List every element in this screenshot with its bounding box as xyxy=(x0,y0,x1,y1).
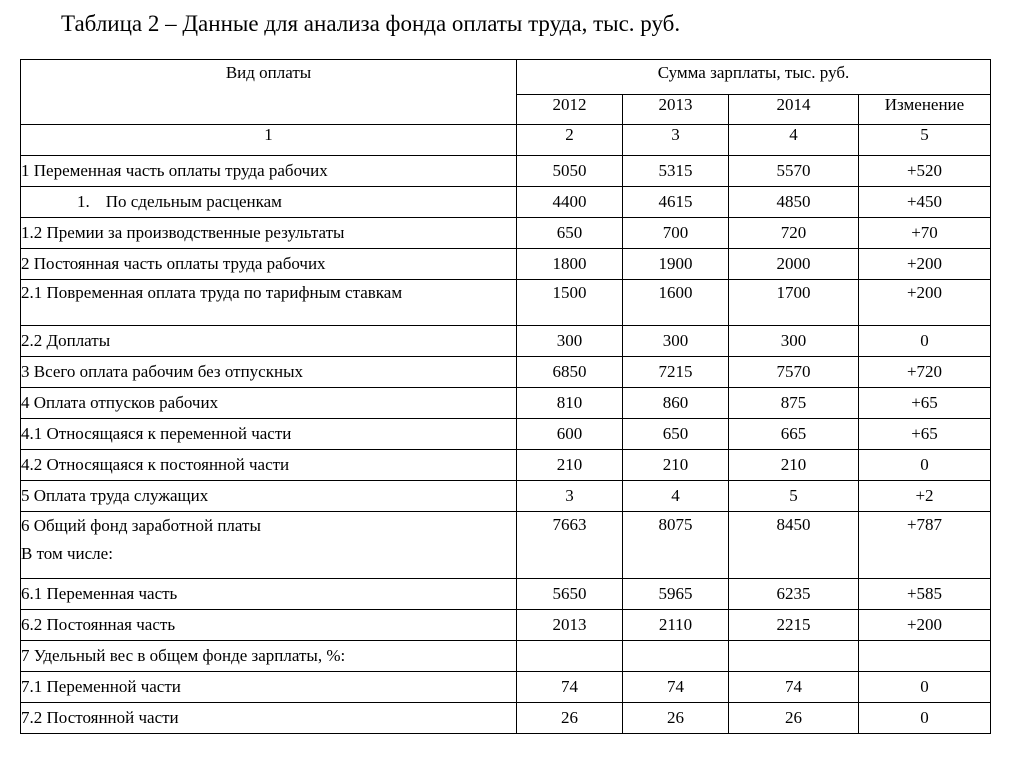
column-number: 2 xyxy=(517,125,623,156)
row-label: 6.1 Переменная часть xyxy=(21,579,517,610)
row-label: 2.2 Доплаты xyxy=(21,326,517,357)
value-change: 0 xyxy=(859,703,991,734)
value-2012: 5650 xyxy=(517,579,623,610)
value-2012: 1500 xyxy=(517,280,623,326)
header-year-2014: 2014 xyxy=(729,95,859,125)
value-change xyxy=(859,641,991,672)
table-row xyxy=(21,641,991,672)
value-2012: 1800 xyxy=(517,249,623,280)
value-2013: 1600 xyxy=(623,280,729,326)
value-2012: 3 xyxy=(517,481,623,512)
row-label: 6.2 Постоянная часть xyxy=(21,610,517,641)
value-change: +70 xyxy=(859,218,991,249)
value-2012: 600 xyxy=(517,419,623,450)
value-2014: 4850 xyxy=(729,187,859,218)
header-type-of-pay: Вид оплаты xyxy=(21,60,517,125)
table-row xyxy=(21,610,991,641)
value-2013: 26 xyxy=(623,703,729,734)
column-number: 4 xyxy=(729,125,859,156)
value-2012: 74 xyxy=(517,672,623,703)
value-2014: 210 xyxy=(729,450,859,481)
value-2014: 5570 xyxy=(729,156,859,187)
value-2014: 1700 xyxy=(729,280,859,326)
table-row xyxy=(21,187,991,218)
row-label: 3 Всего оплата рабочим без отпускных xyxy=(21,357,517,388)
table-row xyxy=(21,450,991,481)
value-2013: 7215 xyxy=(623,357,729,388)
value-2012: 4400 xyxy=(517,187,623,218)
value-2014: 8450 xyxy=(729,512,859,579)
value-change: +450 xyxy=(859,187,991,218)
value-2014: 7570 xyxy=(729,357,859,388)
table-row xyxy=(21,703,991,734)
value-2013: 4 xyxy=(623,481,729,512)
table-row xyxy=(21,579,991,610)
value-2013: 210 xyxy=(623,450,729,481)
value-2013: 5965 xyxy=(623,579,729,610)
value-2013: 4615 xyxy=(623,187,729,218)
value-2012: 300 xyxy=(517,326,623,357)
value-change: +200 xyxy=(859,280,991,326)
value-2014: 26 xyxy=(729,703,859,734)
table-row xyxy=(21,357,991,388)
row-label: 7.2 Постоянной части xyxy=(21,703,517,734)
value-2012: 210 xyxy=(517,450,623,481)
row-label: 4 Оплата отпусков рабочих xyxy=(21,388,517,419)
value-2014: 2000 xyxy=(729,249,859,280)
column-number: 5 xyxy=(859,125,991,156)
header-year-2013: 2013 xyxy=(623,95,729,125)
value-change: 0 xyxy=(859,450,991,481)
table-row xyxy=(21,326,991,357)
column-number: 1 xyxy=(21,125,517,156)
row-label-text: По сдельным расценкам xyxy=(105,192,282,211)
value-2012: 2013 xyxy=(517,610,623,641)
table-row xyxy=(21,388,991,419)
column-number-row xyxy=(21,125,991,156)
value-2013: 1900 xyxy=(623,249,729,280)
value-2012: 810 xyxy=(517,388,623,419)
value-2012: 7663 xyxy=(517,512,623,579)
row-label: 4.2 Относящаяся к постоянной части xyxy=(21,450,517,481)
row-label xyxy=(21,512,517,579)
row-label: 1.2 Премии за производственные результаты xyxy=(21,218,517,249)
value-2012: 6850 xyxy=(517,357,623,388)
value-change: +585 xyxy=(859,579,991,610)
value-change: +2 xyxy=(859,481,991,512)
value-change: 0 xyxy=(859,672,991,703)
table-row xyxy=(21,419,991,450)
value-2014: 2215 xyxy=(729,610,859,641)
value-2013: 2110 xyxy=(623,610,729,641)
table-row xyxy=(21,280,991,326)
row-label: 7.1 Переменной части xyxy=(21,672,517,703)
value-change: +200 xyxy=(859,249,991,280)
row-label: 1 Переменная часть оплаты труда рабочих xyxy=(21,156,517,187)
header-salary-sum: Сумма зарплаты, тыс. руб. xyxy=(517,60,991,95)
header-row xyxy=(21,60,991,95)
row-label: 2.1 Повременная оплата труда по тарифным ставкам xyxy=(21,280,517,326)
value-2012: 5050 xyxy=(517,156,623,187)
value-2014: 6235 xyxy=(729,579,859,610)
value-2013: 650 xyxy=(623,419,729,450)
value-2014: 720 xyxy=(729,218,859,249)
row-label-number: 1. xyxy=(77,192,90,211)
value-change: +65 xyxy=(859,388,991,419)
value-change: +200 xyxy=(859,610,991,641)
value-2013: 700 xyxy=(623,218,729,249)
table-title: Таблица 2 – Данные для анализа фонда оплаты труда, тыс. руб. xyxy=(61,11,681,36)
table-row xyxy=(21,512,991,579)
table-row xyxy=(21,481,991,512)
header-year-2012: 2012 xyxy=(517,95,623,125)
value-2013 xyxy=(623,641,729,672)
value-2012 xyxy=(517,641,623,672)
value-2013: 8075 xyxy=(623,512,729,579)
table-row xyxy=(21,249,991,280)
value-2014: 300 xyxy=(729,326,859,357)
payroll-table xyxy=(20,59,991,734)
value-change: +65 xyxy=(859,419,991,450)
value-2013: 74 xyxy=(623,672,729,703)
row-label: 4.1 Относящаяся к переменной части xyxy=(21,419,517,450)
value-change: +787 xyxy=(859,512,991,579)
row-label: 2 Постоянная часть оплаты труда рабочих xyxy=(21,249,517,280)
table-row xyxy=(21,218,991,249)
row-label: 7 Удельный вес в общем фонде зарплаты, %: xyxy=(21,641,517,672)
value-2014: 665 xyxy=(729,419,859,450)
value-2012: 26 xyxy=(517,703,623,734)
value-2014 xyxy=(729,641,859,672)
value-2013: 860 xyxy=(623,388,729,419)
row-label: 5 Оплата труда служащих xyxy=(21,481,517,512)
value-2014: 5 xyxy=(729,481,859,512)
value-2013: 300 xyxy=(623,326,729,357)
table-row xyxy=(21,672,991,703)
value-change: 0 xyxy=(859,326,991,357)
row-label-line-2: В том числе: xyxy=(21,544,113,563)
value-2014: 875 xyxy=(729,388,859,419)
column-number: 3 xyxy=(623,125,729,156)
value-change: +520 xyxy=(859,156,991,187)
header-change: Изменение xyxy=(859,95,991,125)
value-2012: 650 xyxy=(517,218,623,249)
row-label-line-1: 6 Общий фонд заработной платы xyxy=(21,516,261,535)
value-2014: 74 xyxy=(729,672,859,703)
row-label xyxy=(21,187,517,218)
table-row xyxy=(21,156,991,187)
value-change: +720 xyxy=(859,357,991,388)
value-2013: 5315 xyxy=(623,156,729,187)
